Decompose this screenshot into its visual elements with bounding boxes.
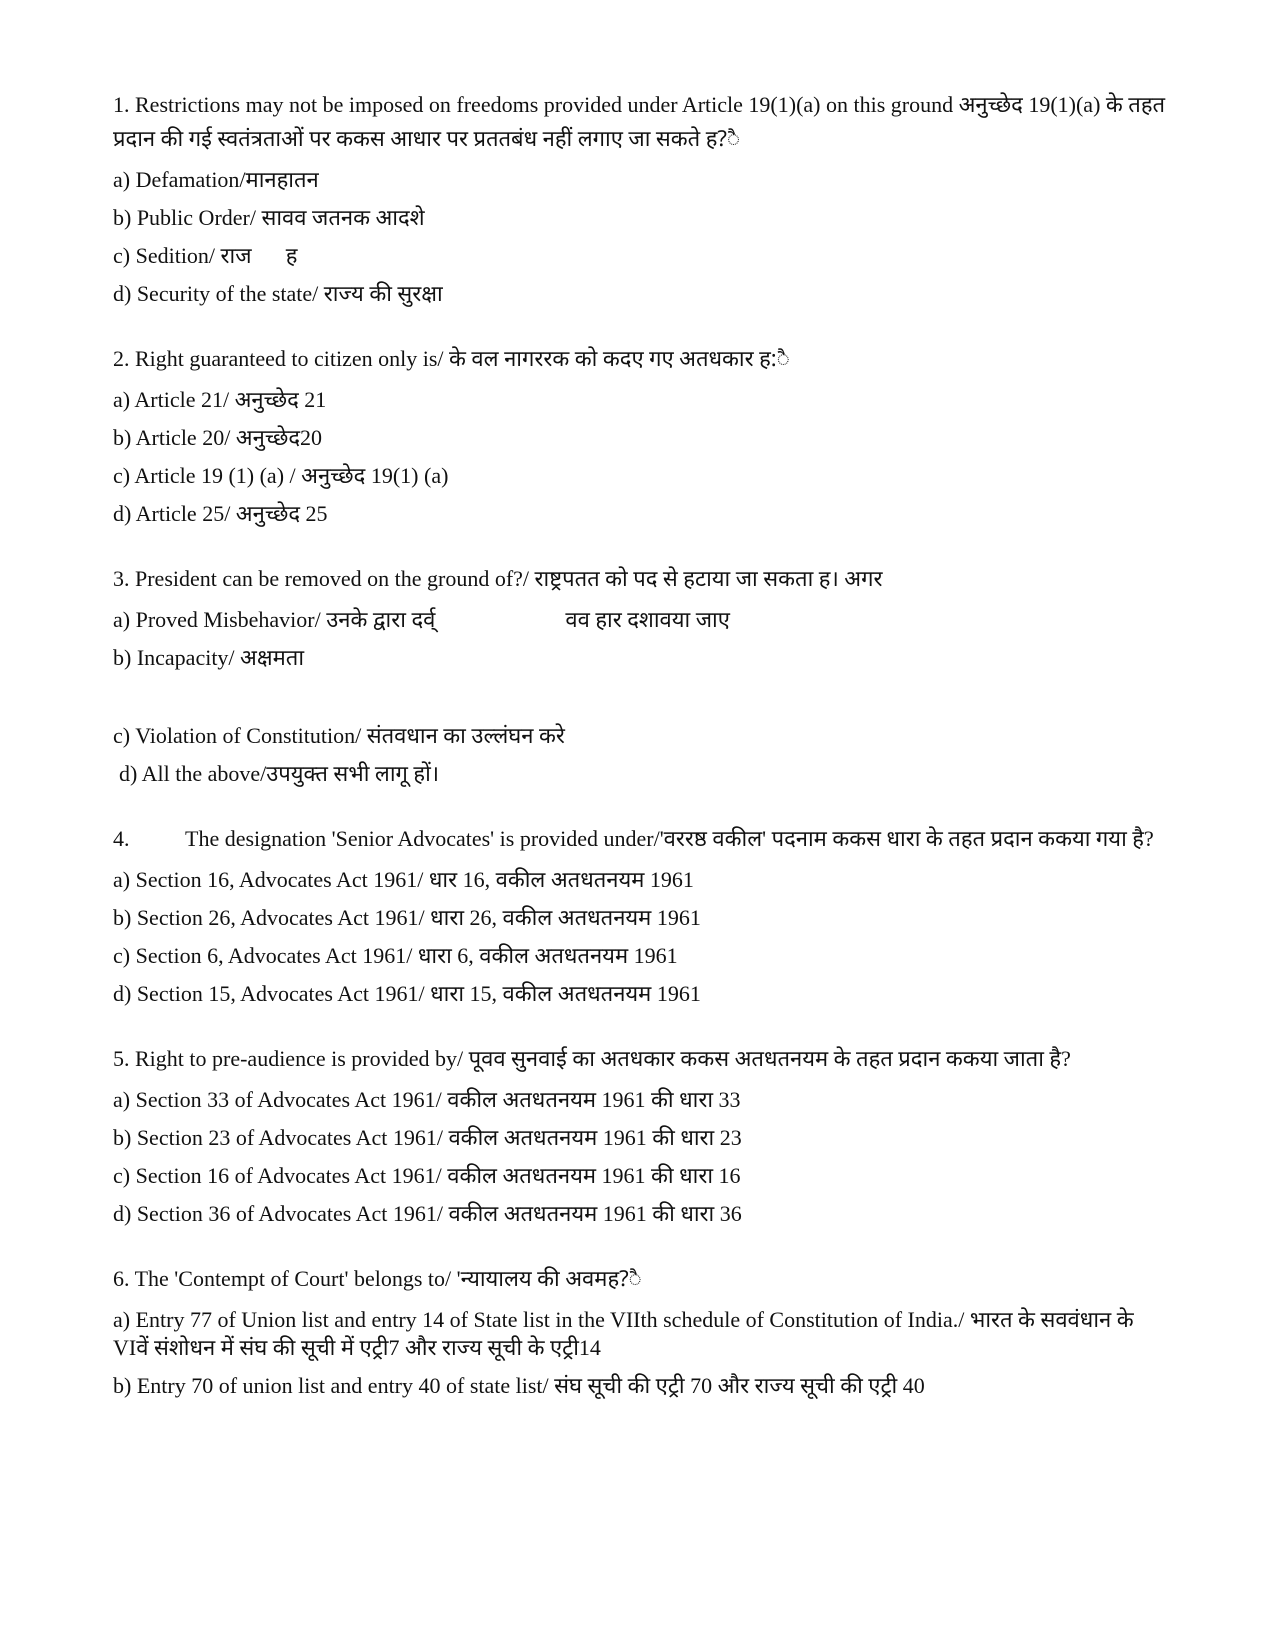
option-c: c) Section 16 of Advocates Act 1961/ वकील अतधतनयम 1961 की धारा 16 xyxy=(113,1163,741,1188)
option-a: a) Section 33 of Advocates Act 1961/ वकील अतधतनयम 1961 की धारा 33 xyxy=(113,1087,741,1112)
question-text: 6. The 'Contempt of Court' belongs to/ 'न्यायालय की अवमह?ै xyxy=(113,1266,642,1291)
option-d: d) Security of the state/ राज्य की सुरक्षा xyxy=(113,281,443,306)
option-d: d) Article 25/ अनुच्छेद 25 xyxy=(113,501,328,526)
option-a-continuation: वव हार दशावया जाए xyxy=(565,607,730,632)
question-6 xyxy=(113,1262,1173,1400)
question-text: 3. President can be removed on the ground of?/ राष्ट्रपतत को पद से हटाया जा सकता ह। अगर xyxy=(113,566,883,591)
question-text: 5. Right to pre-audience is provided by/ पूवव सुनवाई का अतधकार ककस अतधतनयम के तहत प्रदान ककया जाता है? xyxy=(113,1046,1071,1071)
option-a: a) Defamation/मानहातन xyxy=(113,167,319,192)
question-text: 1. Restrictions may not be imposed on freedoms provided under Article 19(1)(a) on this ground अनुच्छेद 19(1)(a) के तहत प्रदान की गई स्वतंत्रताओं पर ककस आधार पर प्रततबंध नहीं लगाए जा सकते ह?ै xyxy=(113,92,1166,151)
option-a-text: a) Proved Misbehavior/ उनके द्वारा दर्व् xyxy=(113,607,436,632)
option-c: c) Article 19 (1) (a) / अनुच्छेद 19(1) (a) xyxy=(113,463,449,488)
option-d: d) Section 15, Advocates Act 1961/ धारा 15, वकील अतधतनयम 1961 xyxy=(113,981,701,1006)
option-c: c) Section 6, Advocates Act 1961/ धारा 6, वकील अतधतनयम 1961 xyxy=(113,943,678,968)
question-text xyxy=(113,822,1173,856)
question-4 xyxy=(113,822,1173,1008)
question-3 xyxy=(113,562,1173,788)
option-a: a) Entry 77 of Union list and entry 14 of State list in the VIIth schedule of Constitution of India./ भारत के सववंधान के VIवें संशोधन में संघ की सूची में एट्री7 और राज्य सूची के एट्री14 xyxy=(113,1307,1134,1360)
question-2 xyxy=(113,342,1173,528)
question-text: 2. Right guaranteed to citizen only is/ के वल नागररक को कदए गए अतधकार ह:ै xyxy=(113,346,790,371)
question-body: The designation 'Senior Advocates' is provided under/'वररष्ठ वकील' पदनाम ककस धारा के तहत प्रदान ककया गया है? xyxy=(185,826,1154,851)
option-b: b) Public Order/ सावव जतनक आदशे xyxy=(113,205,425,230)
question-5 xyxy=(113,1042,1173,1228)
question-1 xyxy=(113,88,1173,308)
question-paper xyxy=(113,88,1173,1400)
option-d: d) All the above/उपयुक्त सभी लागू हों। xyxy=(119,761,440,786)
option-a: a) Article 21/ अनुच्छेद 21 xyxy=(113,387,327,412)
option-c: c) Sedition/ राज✐ोह xyxy=(113,243,298,268)
spacer xyxy=(113,672,1173,712)
question-number: 4. xyxy=(113,826,130,851)
option-d: d) Section 36 of Advocates Act 1961/ वकील अतधतनयम 1961 की धारा 36 xyxy=(113,1201,742,1226)
option-a: a) Section 16, Advocates Act 1961/ धार 16, वकील अतधतनयम 1961 xyxy=(113,867,694,892)
option-b: b) Incapacity/ अक्षमता xyxy=(113,645,305,670)
option-b: b) Section 23 of Advocates Act 1961/ वकील अतधतनयम 1961 की धारा 23 xyxy=(113,1125,742,1150)
option-b: b) Section 26, Advocates Act 1961/ धारा 26, वकील अतधतनयम 1961 xyxy=(113,905,701,930)
option-a xyxy=(113,606,1173,634)
option-b: b) Entry 70 of union list and entry 40 of state list/ संघ सूची की एट्री 70 और राज्य सूची की एट्री 40 xyxy=(113,1373,925,1398)
option-c: c) Violation of Constitution/ संतवधान का उल्लंघन करे xyxy=(113,723,565,748)
option-b: b) Article 20/ अनुच्छेद20 xyxy=(113,425,323,450)
